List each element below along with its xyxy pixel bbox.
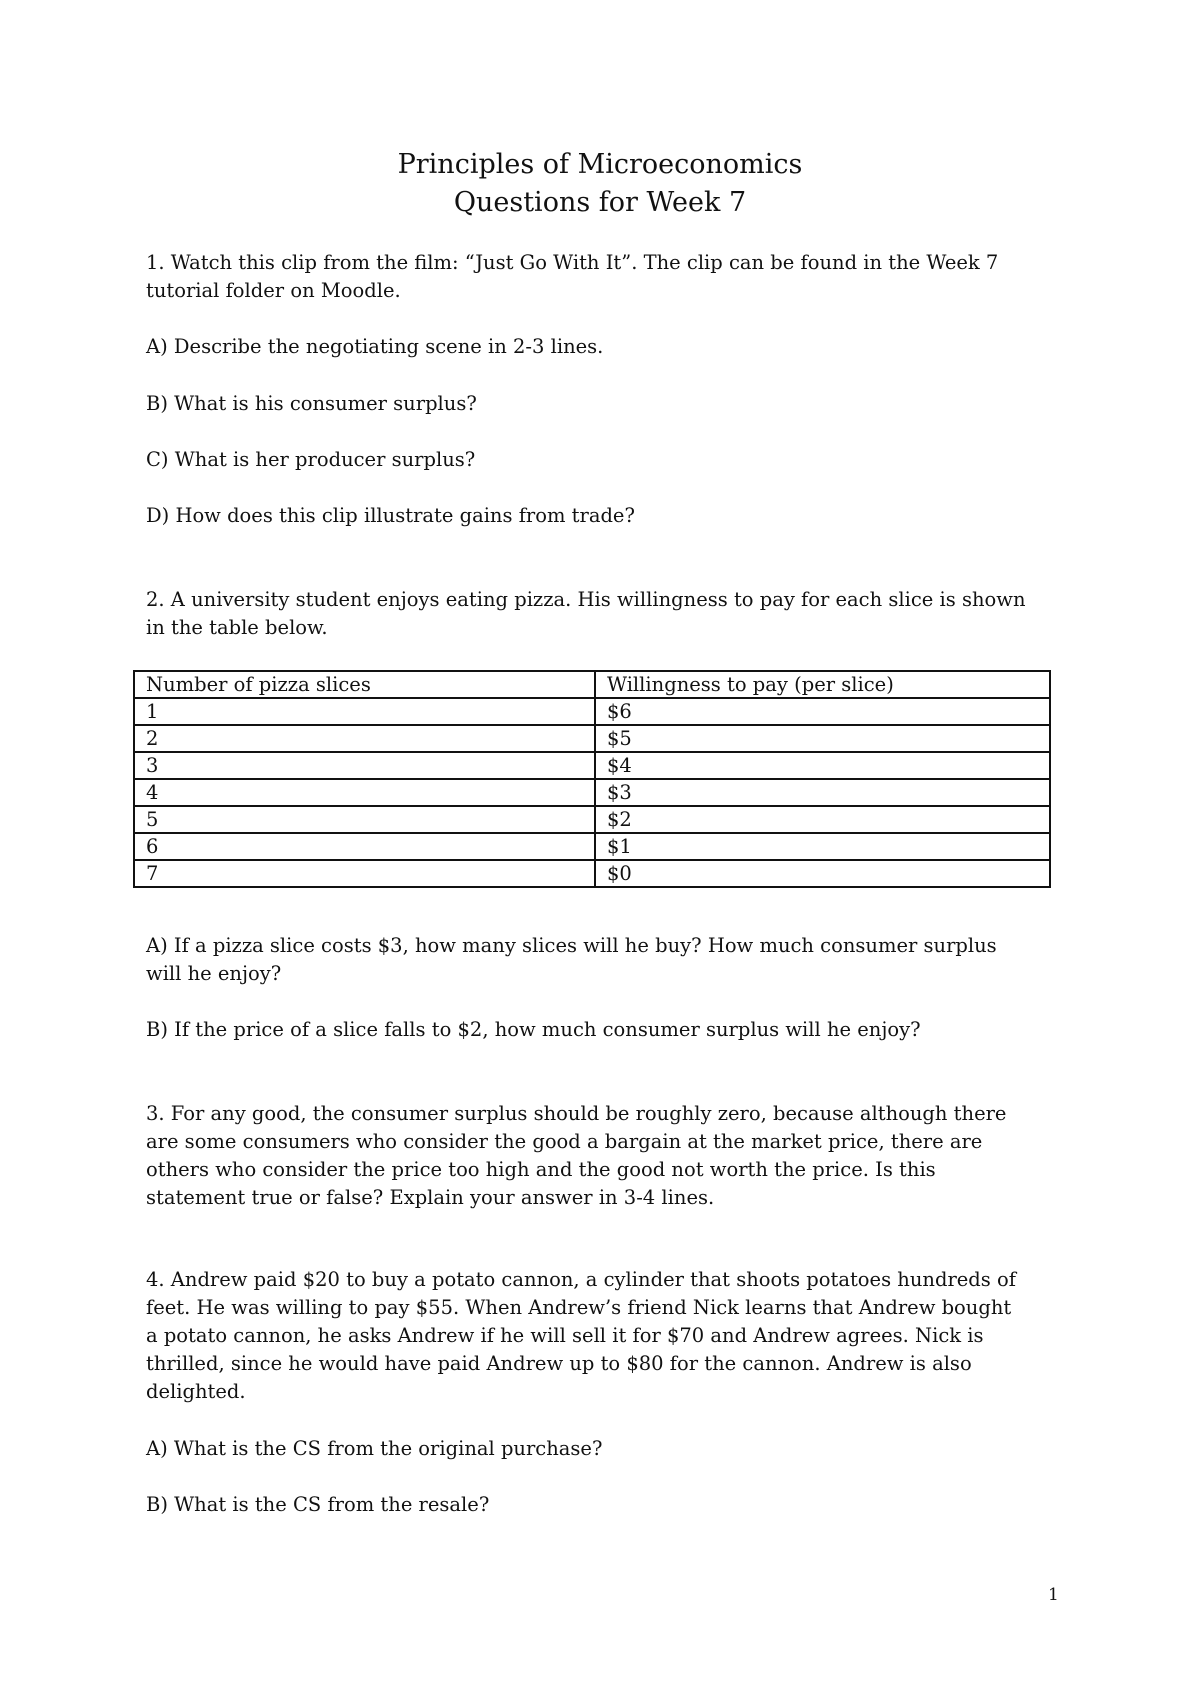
q1-part-a: A) Describe the negotiating scene in 2-3 lines. — [146, 335, 604, 358]
q3-text-line-4: statement true or false? Explain your answer in 3-4 lines. — [146, 1186, 715, 1209]
q1-part-d: D) How does this clip illustrate gains from trade? — [146, 504, 635, 527]
pizza-willingness-table — [133, 670, 1051, 888]
q2-text-line-2: in the table below. — [146, 616, 328, 639]
table-header-row — [134, 671, 1050, 698]
q4-text-line-5: delighted. — [146, 1380, 246, 1403]
table-cell: $0 — [595, 860, 1050, 887]
q4-part-b: B) What is the CS from the resale? — [146, 1493, 490, 1516]
document-title: Principles of Microeconomics — [397, 149, 803, 180]
table-cell: 7 — [134, 860, 595, 887]
table-header-cell: Willingness to pay (per slice) — [595, 671, 1050, 698]
q1-text-line-2: tutorial folder on Moodle. — [146, 279, 401, 302]
q4-text-line-4: thrilled, since he would have paid Andrew up to $80 for the cannon. Andrew is also — [146, 1352, 972, 1375]
table-cell: $3 — [595, 779, 1050, 806]
table-row — [134, 833, 1050, 860]
q2-part-a-line-2: will he enjoy? — [146, 962, 282, 985]
table-cell: 2 — [134, 725, 595, 752]
q3-text-line-1: 3. For any good, the consumer surplus should be roughly zero, because although there — [146, 1102, 1007, 1125]
table-header-cell: Number of pizza slices — [134, 671, 595, 698]
page-number: 1 — [1048, 1585, 1059, 1605]
table-row — [134, 752, 1050, 779]
q2-text-line-1: 2. A university student enjoys eating pizza. His willingness to pay for each slice is shown — [146, 588, 1026, 611]
table-cell: $6 — [595, 698, 1050, 725]
q4-part-a: A) What is the CS from the original purchase? — [146, 1437, 603, 1460]
q1-text-line-1: 1. Watch this clip from the film: “Just Go With It”. The clip can be found in the Week 7 — [146, 251, 999, 274]
table-cell: $1 — [595, 833, 1050, 860]
q1-part-c: C) What is her producer surplus? — [146, 448, 476, 471]
q4-text-line-1: 4. Andrew paid $20 to buy a potato cannon, a cylinder that shoots potatoes hundreds of — [146, 1268, 1016, 1291]
q2-part-a-line-1: A) If a pizza slice costs $3, how many slices will he buy? How much consumer surplus — [146, 934, 997, 957]
table-cell: $5 — [595, 725, 1050, 752]
table-row — [134, 725, 1050, 752]
table-cell: $4 — [595, 752, 1050, 779]
document-subtitle: Questions for Week 7 — [453, 187, 747, 218]
q1-part-b: B) What is his consumer surplus? — [146, 392, 477, 415]
table-row — [134, 698, 1050, 725]
table-cell: 3 — [134, 752, 595, 779]
q4-text-line-2: feet. He was willing to pay $55. When Andrew’s friend Nick learns that Andrew bought — [146, 1296, 1012, 1319]
table-row — [134, 779, 1050, 806]
q2-part-b: B) If the price of a slice falls to $2, how much consumer surplus will he enjoy? — [146, 1018, 921, 1041]
q3-text-line-3: others who consider the price too high and the good not worth the price. Is this — [146, 1158, 936, 1181]
q3-text-line-2: are some consumers who consider the good a bargain at the market price, there are — [146, 1130, 983, 1153]
table-cell: 6 — [134, 833, 595, 860]
table-cell: 4 — [134, 779, 595, 806]
table-cell: $2 — [595, 806, 1050, 833]
table-row — [134, 860, 1050, 887]
q4-text-line-3: a potato cannon, he asks Andrew if he will sell it for $70 and Andrew agrees. Nick is — [146, 1324, 984, 1347]
table-cell: 1 — [134, 698, 595, 725]
table-cell: 5 — [134, 806, 595, 833]
table-row — [134, 806, 1050, 833]
